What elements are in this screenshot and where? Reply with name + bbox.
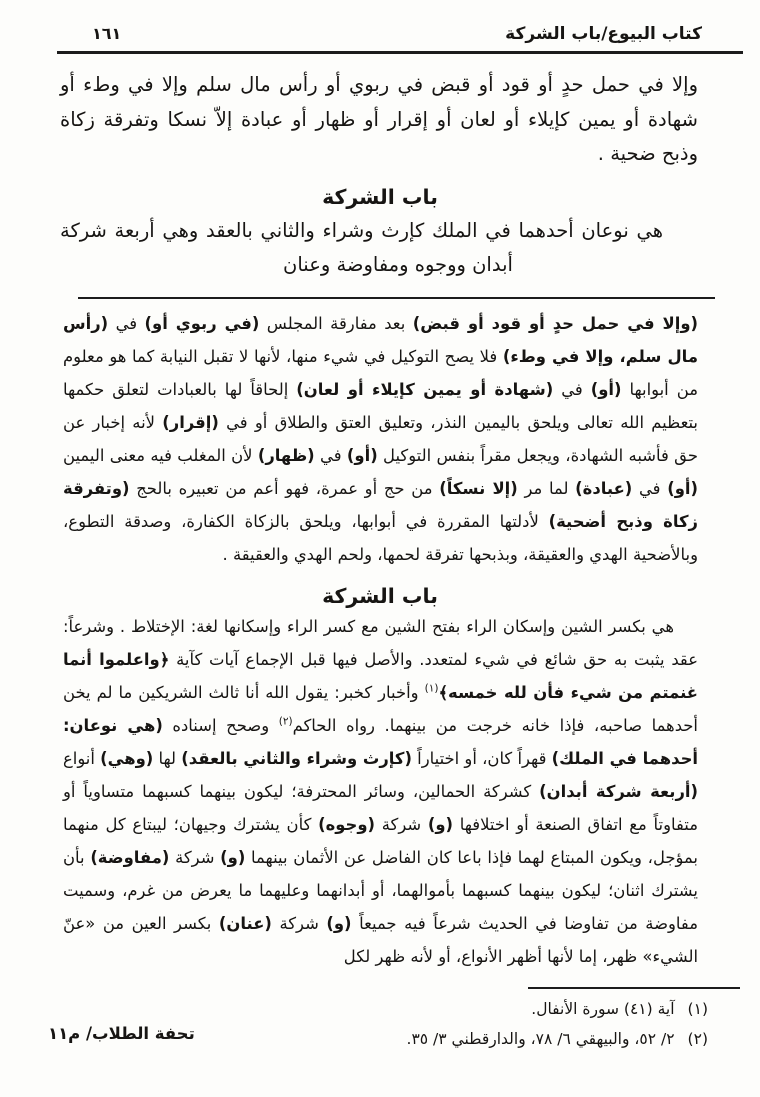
matn-paragraph-1: وإلا في حمل حدٍ أو قود أو قبض في ربوي أو رأس مال سلم وإلا في وطء أو شهادة أو يمين كإيلاء أو لعان أو إقرار أو ظهار أو عبادة إلاّ نسكا وتفرقة زكاة وذبح ضحية . (60, 73, 698, 165)
page-number: ١٦١ (92, 24, 122, 43)
matn-paragraph-2-line-2: أبدان ووجوه ومفاوضة وعنان (283, 253, 513, 276)
footnote-2-text: ٢/ ٥٢، والبيهقي ٦/ ٧٨، والدارقطني ٣/ ٣٥. (406, 1029, 675, 1048)
footnote-2-marker: (٢) (687, 1029, 708, 1048)
footnote-1-marker: (١) (687, 999, 708, 1018)
matn-paragraph-2-line-1: هي نوعان أحدهما في الملك كإرث وشراء والثاني بالعقد وهي أربعة شركة (60, 218, 663, 242)
footnotes-section (0, 987, 760, 1054)
footnote-1-text: آية (٤١) سورة الأنفال. (531, 999, 675, 1018)
footer-catchword: تحفة الطلاب/ م١١ (48, 1024, 195, 1043)
book-title: كتاب البيوع/باب الشركة (505, 24, 702, 44)
page-header (0, 0, 760, 44)
footnote-separator-rule (528, 987, 740, 989)
footnote-1 (0, 994, 760, 1024)
chapter-heading-1: باب الشركة (322, 184, 438, 209)
chapter-heading-2: باب الشركة (322, 583, 438, 608)
commentary-paragraph-1: (وإلا في حمل حدٍ أو قود أو قبض) بعد مفارقة المجلس (في ربوي أو) في (رأس مال سلم، وإلا في وطء) فلا يصح التوكيل في شيء منها، لأنها لا تقبل النيابة كما هو معلوم من أبوابها (أو) في (شهادة أو يمين كإيلاء أو لعان) إلحاقاً لها بالعبادات لتعلق حكمها بتعظيم الله تعالى ويلحق باليمين النذر، وتعليق العتق والطلاق أو في (إقرار) لأنه إخبار عن حق فأشبه الشهادة، ويجعل مقراً بنفس التوكيل (أو) في (ظهار) لأن المغلب فيه معنى اليمين (أو) في (عبادة) لما مر (إلا نسكاً) من حج أو عمرة، فهو أعم من تعبيره بالحج (وتفرقة زكاة وذبح أضحية) لأدلتها المقررة في أبوابها، ويلحق بالزكاة الكفارة، وصدقة التطوع، وبالأضحية الهدي والعقيقة، وبذبحها تفرقة لحمها، ولحم الهدي والعقيقة . (63, 313, 699, 564)
commentary-paragraph-2: هي بكسر الشين وإسكان الراء بفتح الشين مع كسر الراء وإسكانها لغة: الإختلاط . وشرعاً: عقد يثبت به حق شائع في شيء لمتعدد. والأصل فيها قبل الإجماع آيات كآية ﴿واعلموا أنما غنمتم من شيء فأن لله خمسه﴾$^{(١)}$ وأخبار كخبر: يقول الله أنا ثالث الشريكين ما لم يخن أحدهما صاحبه، فإذا خانه خرجت من بينهما. رواه الحاكم$^{(٢)}$ وصحح إسناده (هي نوعان: أحدهما في الملك) قهراً كان، أو اختياراً (كإرث وشراء والثاني بالعقد) لها (وهي) أنواع (أربعة شركة أبدان) كشركة الحمالين، وسائر المحترفة؛ ليكون بينهما كسبهما متساوياً أو متفاوتاً مع اتفاق الصنعة أو اختلافها (و) شركة (وجوه) كأن يشترك وجيهان؛ ليبتاع كل منهما بمؤجل، ويكون المبتاع لهما فإذا باعا كان الفاضل عن الأثمان بينهما (و) شركة (مفاوضة) بأن يشترك اثنان؛ ليكون بينهما كسبهما بأموالهما، أو أبدانهما وعليهما ما يعرض من غرم، وسميت مفاوضة من تفاوضا في الحديث شرعاً فيه جميعاً (و) شركة (عنان) بكسر العين من «عنّ الشيء» ظهر، إما لأنها أظهر الأنواع، أو لأنه ظهر لكل (63, 616, 698, 966)
